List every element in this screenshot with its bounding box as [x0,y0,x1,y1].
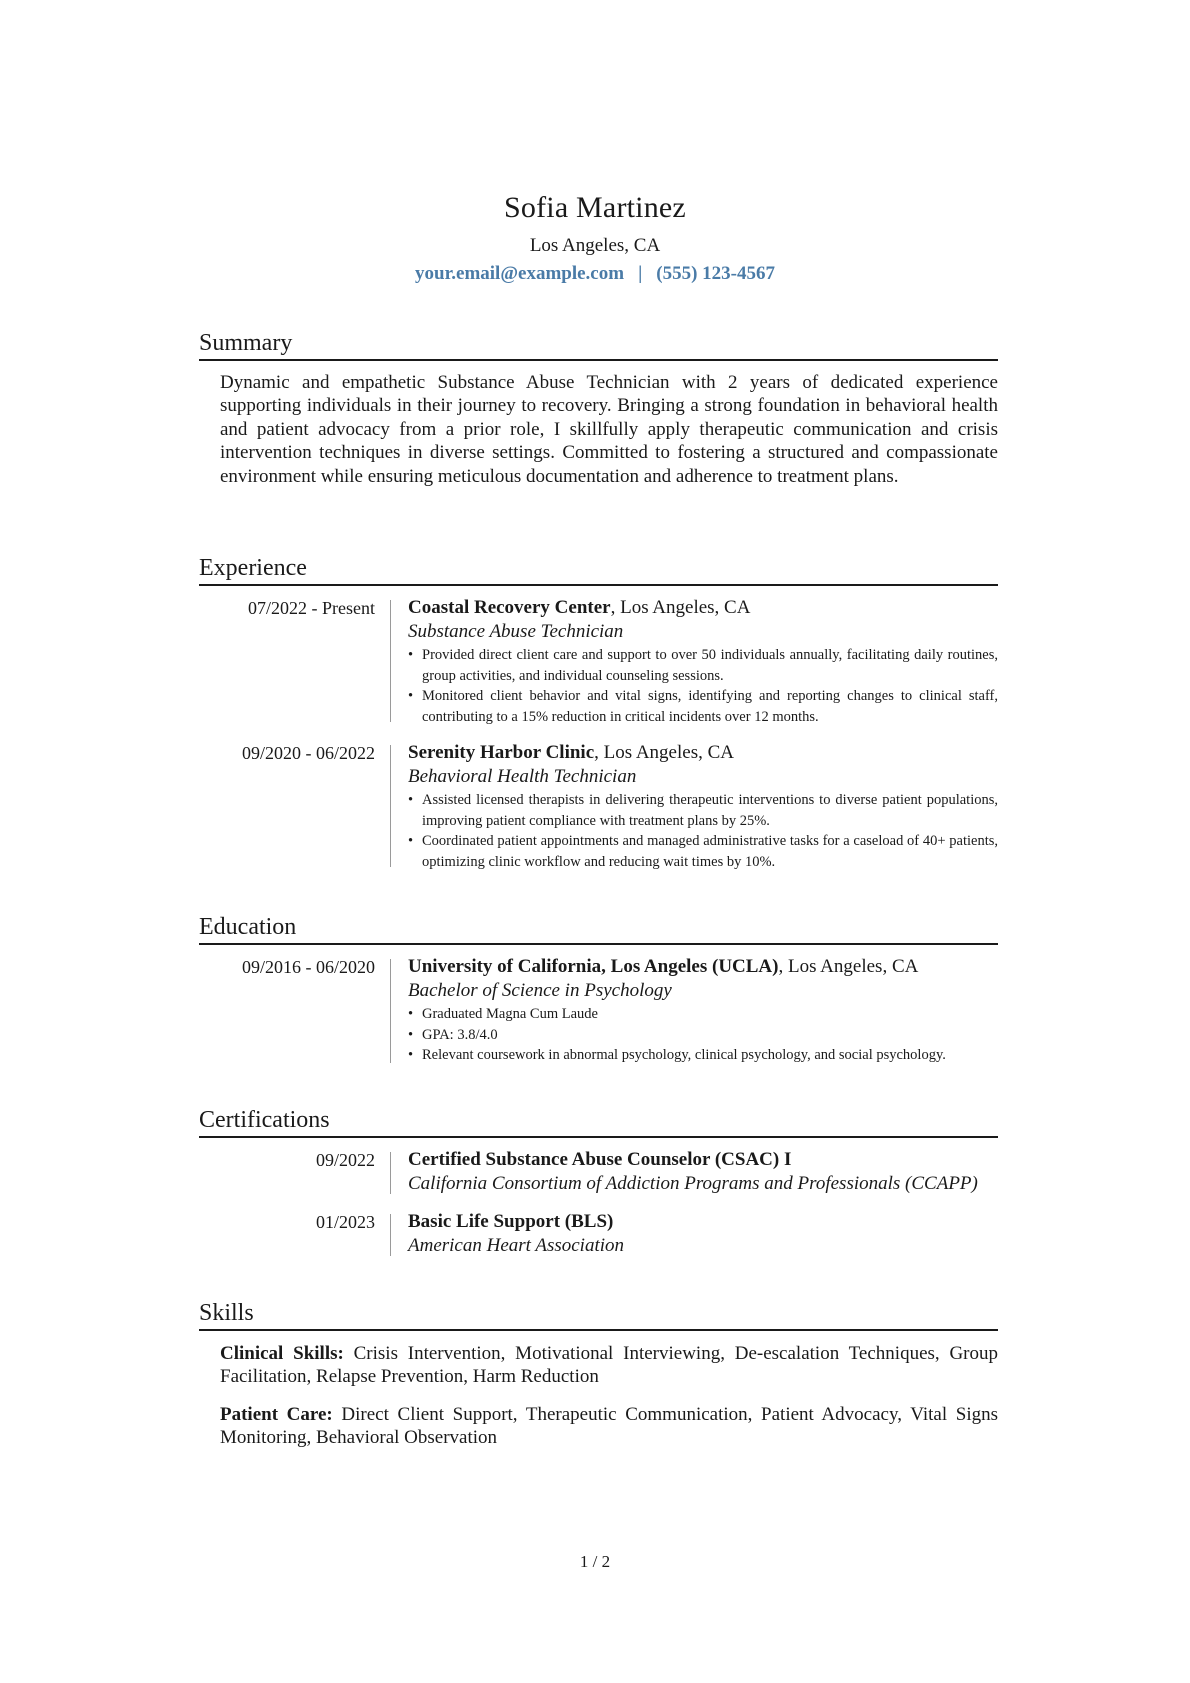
skill-group [220,1403,998,1450]
skill-group-label: Patient Care: [220,1404,333,1425]
entry-bullets [408,645,998,727]
section-title-summary: Summary [199,330,293,356]
certification-issuer: California Consortium of Addiction Programs and Professionals (CCAPP) [408,1173,978,1194]
section-divider [199,584,998,586]
bullet-item: • GPA: 3.8/4.0 [408,1026,498,1043]
section-divider [199,1329,998,1331]
entry-heading [408,955,1008,979]
bullet-item: • Monitored client behavior and vital signs, identifying and reporting changes to clinical staff, contributing to a 15% reduction in critical incidents over 12 months. [408,688,998,725]
skill-group-items: Crisis Intervention, Motivational Interviewing, De-escalation Techniques, Group Facilitation, Relapse Prevention, Harm Reduction [220,1343,998,1388]
entry-bullets [408,1004,1008,1066]
entry-organization: Serenity Harbor Clinic [408,742,595,763]
entry-heading [408,596,998,620]
certification-title: Basic Life Support (BLS) [408,1211,614,1232]
summary-text: Dynamic and empathetic Substance Abuse Technician with 2 years of dedicated experience supporting individuals in their journey to recovery. Bringing a strong foundation in behavioral health and patient advocacy from a prior role, I skillfully apply therapeutic communication and crisis intervention techniques in diverse settings. Committed to fostering a structured and compassionate environment while ensuring meticulous documentation and adherence to treatment plans. [220,372,998,487]
bullet-item: • Relevant coursework in abnormal psychology, clinical psychology, and social psychology. [408,1047,946,1064]
skill-group [220,1342,998,1389]
entry-timeline-line [390,1152,391,1194]
entry-dates: 07/2022 - Present [248,598,375,618]
entry-bullets [408,790,998,872]
section-title-education: Education [199,914,297,940]
contact-separator: | [638,263,643,284]
entry-timeline-line [390,959,391,1063]
certification-issuer: American Heart Association [408,1235,625,1256]
bullet-item: • Assisted licensed therapists in delivering therapeutic interventions to diverse patient populations, improving patient compliance with treatment plans by 25%. [408,792,998,829]
certification-title: Certified Substance Abuse Counselor (CSAC) I [408,1149,792,1170]
bullet-item: • Coordinated patient appointments and managed administrative tasks for a caseload of 40+ patients, optimizing clinic workflow and reducing wait times by 10%. [408,833,998,870]
email-link[interactable]: your.email@example.com [415,263,625,284]
entry-location: , Los Angeles, CA [610,597,751,618]
section-divider [199,943,998,945]
phone-link[interactable]: (555) 123-4567 [656,263,775,284]
certification-date: 09/2022 [315,1150,375,1170]
section-title-experience: Experience [199,555,307,581]
bullet-item: • Provided direct client care and support to over 50 individuals annually, facilitating daily routines, group activities, and individual counseling sessions. [408,647,998,684]
entry-organization: University of California, Los Angeles (UCLA) [408,956,779,977]
entry-heading [408,741,998,765]
entry-timeline-line [390,745,391,867]
section-divider [199,1136,998,1138]
entry-role: Substance Abuse Technician [408,621,624,642]
entry-timeline-line [390,600,391,722]
skill-group-label: Clinical Skills: [220,1343,344,1364]
skill-group-items: Direct Client Support, Therapeutic Communication, Patient Advocacy, Vital Signs Monitoring, Behavioral Observation [220,1404,999,1449]
section-title-skills: Skills [199,1300,254,1326]
entry-organization: Coastal Recovery Center [408,597,611,618]
contact-line [0,262,1190,286]
entry-role: Behavioral Health Technician [408,766,637,787]
section-title-certifications: Certifications [199,1107,330,1133]
candidate-name: Sofia Martinez [504,191,686,224]
entry-timeline-line [390,1214,391,1256]
entry-dates: 09/2020 - 06/2022 [242,743,375,763]
certification-date: 01/2023 [315,1212,375,1232]
page-number: 1 / 2 [579,1552,611,1571]
entry-location: , Los Angeles, CA [594,742,734,763]
candidate-location: Los Angeles, CA [529,235,661,256]
entry-role: Bachelor of Science in Psychology [408,980,672,1001]
section-divider [199,359,998,361]
entry-location: , Los Angeles, CA [778,956,919,977]
bullet-item: • Graduated Magna Cum Laude [408,1006,598,1022]
entry-dates: 09/2016 - 06/2020 [242,957,375,977]
